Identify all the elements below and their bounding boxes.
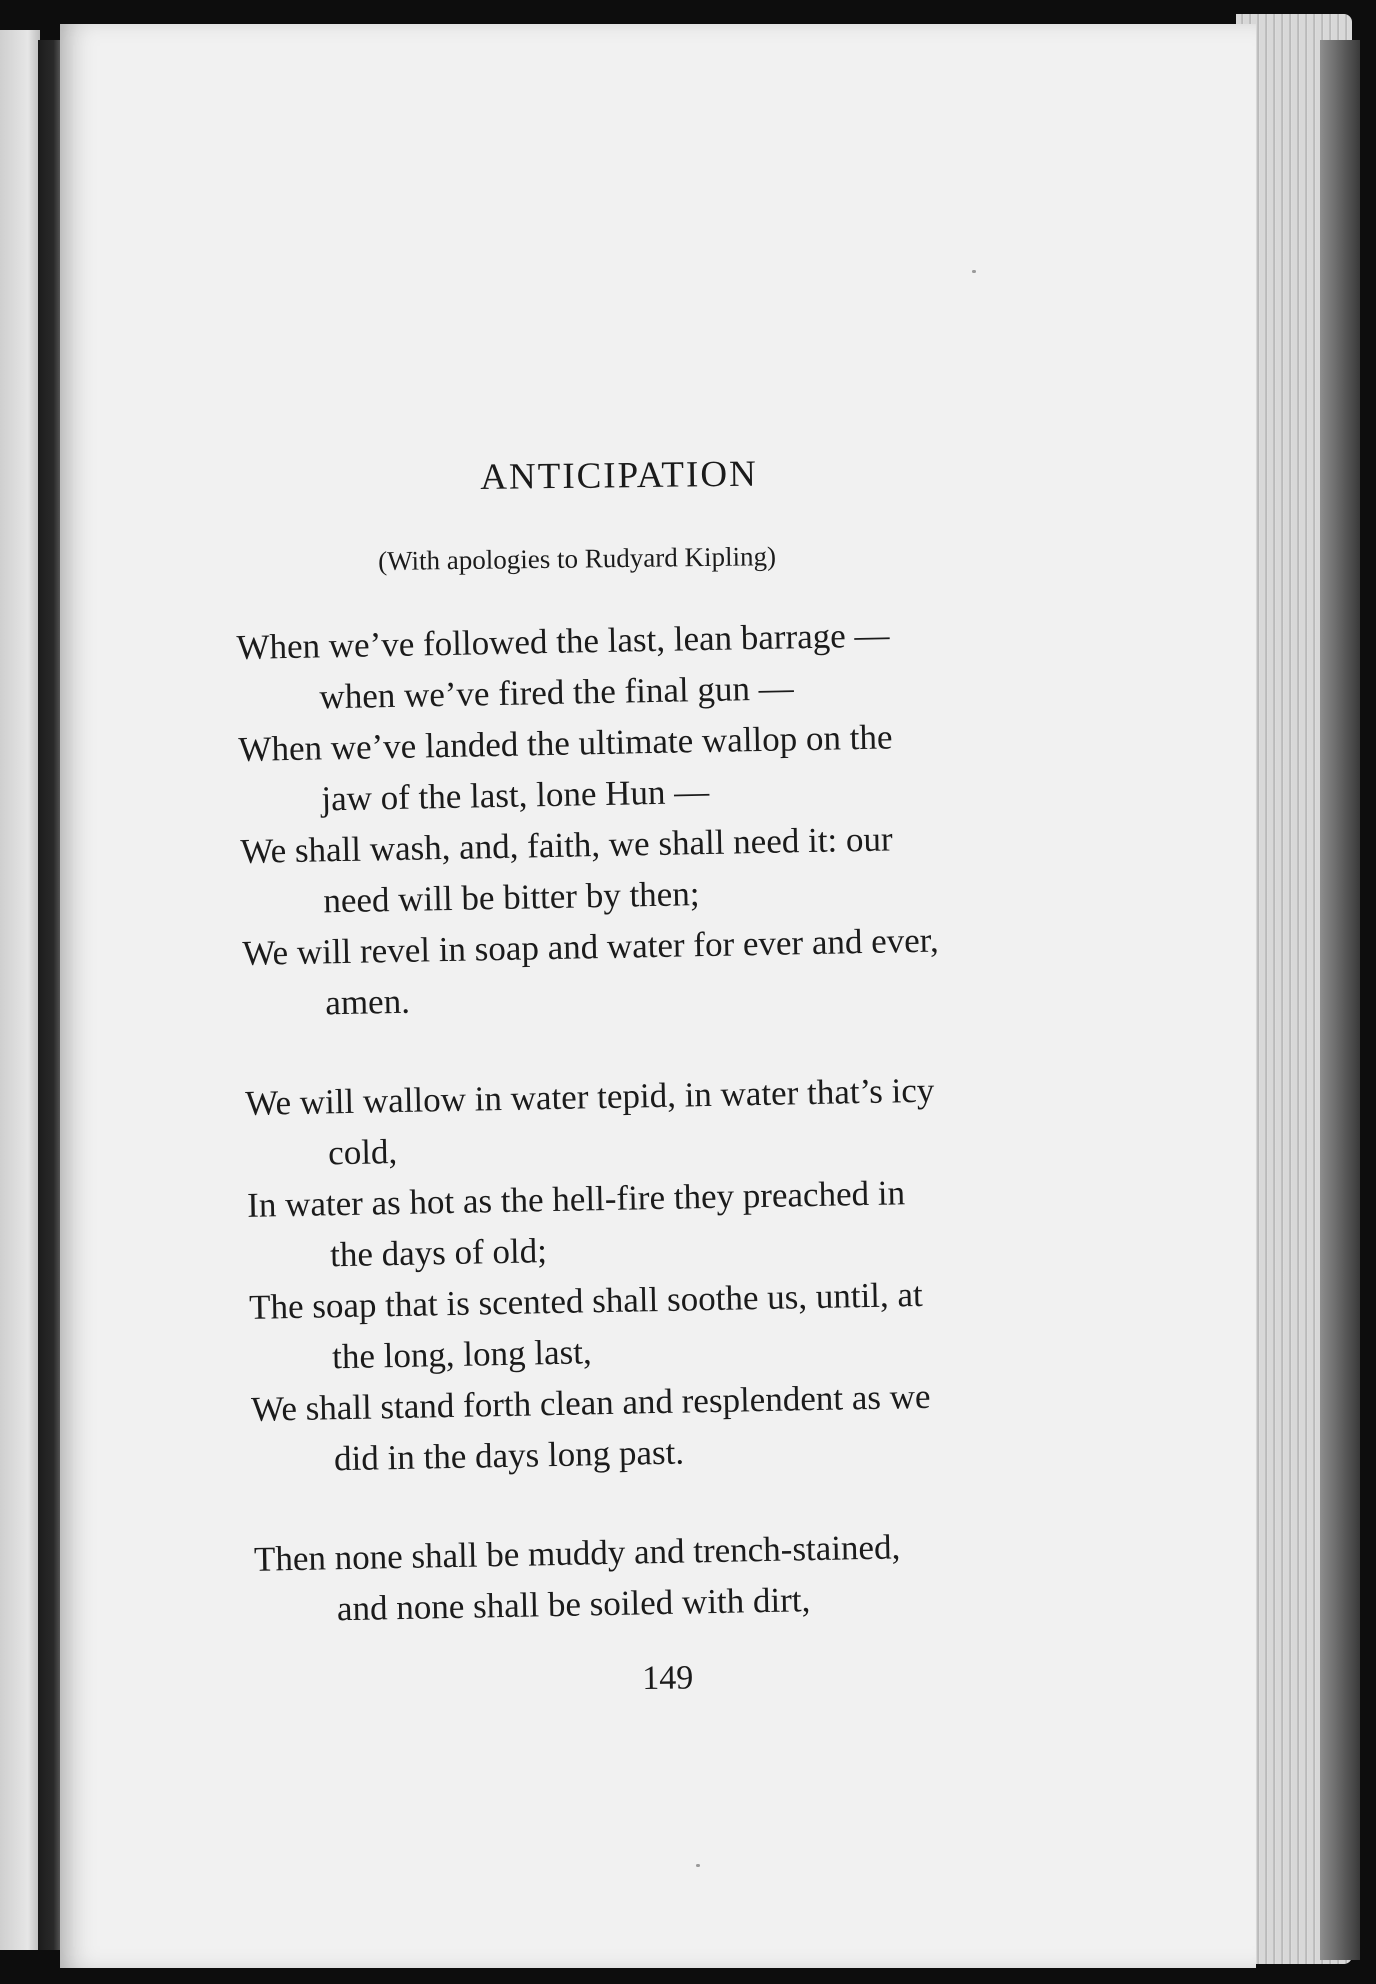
poem-line: We shall stand forth clean and resplendent as we xyxy=(250,1376,931,1429)
poem-line: jaw of the last, lone Hun — xyxy=(321,771,710,819)
poem-body xyxy=(236,605,1156,1684)
poem-line: In water as hot as the hell-fire they preached in xyxy=(246,1173,906,1225)
poem-line: When we’ve followed the last, lean barrage — xyxy=(236,615,890,667)
poem-subtitle: (With apologies to Rudyard Kipling) xyxy=(378,541,777,576)
poem-line: We will revel in soap and water for ever and ever, xyxy=(241,920,940,973)
poem-line: We will wallow in water tepid, in water that’s icy xyxy=(244,1070,935,1123)
dust-speck xyxy=(696,1864,700,1867)
poem-line: when we’ve fired the final gun — xyxy=(319,668,795,717)
stanza-3 xyxy=(254,1517,1156,1636)
poem-line: Then none shall be muddy and trench-stained, xyxy=(253,1527,901,1579)
poem-line: the long, long last, xyxy=(331,1332,593,1377)
poem-line: the days of old; xyxy=(329,1231,548,1275)
poem-line: did in the days long past. xyxy=(333,1432,685,1479)
stanza-1 xyxy=(236,605,1144,1030)
poem-line: and none shall be soiled with dirt, xyxy=(336,1580,811,1629)
poem-line: amen. xyxy=(324,981,411,1023)
poem-line: cold, xyxy=(327,1132,398,1173)
dust-speck xyxy=(972,270,976,273)
poem-title: ANTICIPATION xyxy=(480,453,759,498)
poem-line: The soap that is scented shall soothe us, until, at xyxy=(248,1274,924,1327)
page-number: 149 xyxy=(642,1659,694,1697)
poem-line: We shall wash, and, faith, we shall need it: our xyxy=(240,819,893,871)
poem-line: When we’ve landed the ultimate wallop on the xyxy=(238,717,893,769)
book-page xyxy=(60,24,1256,1968)
stanza-2 xyxy=(245,1061,1153,1486)
page-stack-shadow xyxy=(1320,40,1360,1960)
poem-line: need will be bitter by then; xyxy=(322,874,700,921)
previous-page-edge xyxy=(0,30,40,1950)
